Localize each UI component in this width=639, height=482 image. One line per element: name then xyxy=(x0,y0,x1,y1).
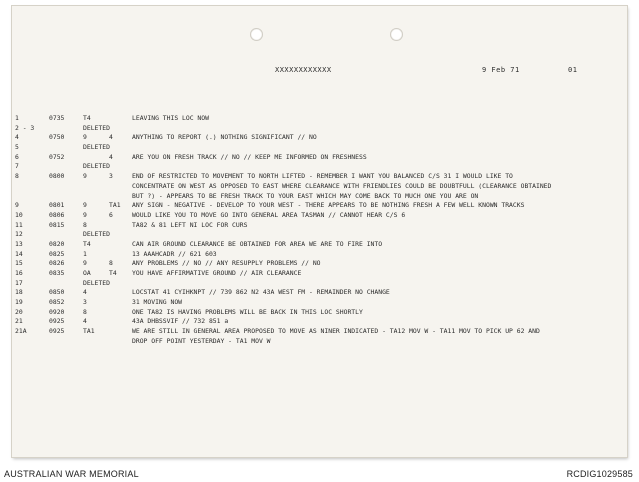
time-cell: 0825 xyxy=(49,249,65,258)
to-cell: 3 xyxy=(109,172,113,181)
log-row xyxy=(12,269,627,279)
message-text: CONCENTRATE ON WEST AS OPPOSED TO EAST WHERE CLEARANCE WITH FRIENDLIES COULD BE DOUBTFULL (CLEARANCE OBTAINED xyxy=(132,181,552,190)
record-id: RCDIG1029585 xyxy=(566,469,633,479)
message-text: YOU HAVE AFFIRMATIVE GROUND // AIR CLEARANCE xyxy=(132,269,302,277)
log-row xyxy=(12,308,627,318)
serial-number: 1 xyxy=(15,114,19,122)
time-cell: 0835 xyxy=(49,269,65,277)
from-cell: 4 xyxy=(83,317,87,326)
message-text: CAN AIR GROUND CLEARANCE BE OBTAINED FOR AREA WE ARE TO FIRE INTO xyxy=(132,239,383,248)
time-cell: 0850 xyxy=(49,288,65,297)
log-row xyxy=(12,192,627,202)
from-cell: 9 xyxy=(83,210,87,219)
time-cell: 0925 xyxy=(49,317,65,326)
log-row xyxy=(12,143,627,153)
from-cell: 8 xyxy=(83,220,87,229)
log-row xyxy=(12,133,627,143)
log-row xyxy=(12,327,627,337)
log-row xyxy=(12,114,627,124)
log-date: 9 Feb 71 xyxy=(482,66,520,74)
log-row xyxy=(12,201,627,211)
message-text: 31 MOVING NOW xyxy=(132,298,183,307)
from-cell: 9 xyxy=(83,133,87,142)
classification-mark: XXXXXXXXXXXX xyxy=(275,66,332,74)
deleted-marker: DELETED xyxy=(83,162,110,171)
serial-number: 5 xyxy=(15,143,19,152)
log-row xyxy=(12,317,627,327)
serial-number: 14 xyxy=(15,249,23,258)
punch-hole xyxy=(390,28,403,41)
serial-number: 7 xyxy=(15,162,19,171)
from-cell: 9 xyxy=(83,259,87,268)
to-cell: 6 xyxy=(109,210,113,219)
from-cell: 1 xyxy=(83,249,87,258)
serial-number: 11 xyxy=(15,220,23,229)
serial-number: 17 xyxy=(15,278,23,287)
serial-number: 20 xyxy=(15,307,23,316)
to-cell: T4 xyxy=(109,269,117,277)
serial-number: 6 xyxy=(15,152,19,161)
message-text: WOULD LIKE YOU TO MOVE GO INTO GENERAL AREA TASMAN // CANNOT HEAR C/S 6 xyxy=(132,210,406,219)
from-cell: T4 xyxy=(83,239,91,248)
time-cell: 0800 xyxy=(49,172,65,181)
log-row xyxy=(12,153,627,163)
deleted-marker: DELETED xyxy=(83,278,110,287)
deleted-marker: DELETED xyxy=(83,143,110,152)
time-cell: 0920 xyxy=(49,307,65,316)
serial-number: 2 - 3 xyxy=(15,123,35,132)
serial-number: 4 xyxy=(15,133,19,142)
serial-number: 8 xyxy=(15,172,19,181)
document-page xyxy=(12,6,627,457)
from-cell: 8 xyxy=(83,307,87,316)
message-text: BUT ?) - APPEARS TO BE FRESH TRACK TO YOUR EAST WHICH MAY COME BACK TO MUCH ONE YOU ARE ON xyxy=(132,191,479,200)
time-cell: 0806 xyxy=(49,210,65,219)
serial-number: 9 xyxy=(15,201,19,210)
to-cell: 8 xyxy=(109,259,113,268)
log-row xyxy=(12,221,627,231)
log-row xyxy=(12,124,627,134)
to-cell: TA1 xyxy=(109,201,121,210)
message-text: WE ARE STILL IN GENERAL AREA PROPOSED TO MOVE AS NINER INDICATED - TA12 MOV W - TA11 MOV TO PICK UP 62 AND xyxy=(132,327,540,336)
log-row xyxy=(12,279,627,289)
time-cell: 0925 xyxy=(49,327,65,336)
serial-number: 13 xyxy=(15,239,23,248)
from-cell: 4 xyxy=(83,288,87,297)
log-row xyxy=(12,230,627,240)
time-cell: 0750 xyxy=(49,133,65,142)
punch-hole xyxy=(250,28,263,41)
message-text: 13 AAAHCADR // 621 603 xyxy=(132,249,217,258)
message-text: 43A DHBSSVIF // 732 851 a xyxy=(132,317,229,326)
deleted-marker: DELETED xyxy=(83,123,110,132)
time-cell: 0852 xyxy=(49,298,65,307)
log-row xyxy=(12,337,627,347)
time-cell: 0815 xyxy=(49,220,65,229)
message-text: ANYTHING TO REPORT (.) NOTHING SIGNIFICANT // NO xyxy=(132,133,317,142)
message-text: ANY SIGN - NEGATIVE - DEVELOP TO YOUR WEST - THERE APPEARS TO BE NOTHING FRESH A FEW WELL KNOWN TRACKS xyxy=(132,201,525,210)
time-cell: 0752 xyxy=(49,152,65,161)
from-cell: T4 xyxy=(83,114,91,122)
serial-number: 18 xyxy=(15,288,23,297)
time-cell: 0820 xyxy=(49,239,65,248)
from-cell: TA1 xyxy=(83,327,95,336)
serial-number: 10 xyxy=(15,210,23,219)
to-cell: 4 xyxy=(109,133,113,142)
message-text: LEAVING THIS LOC NOW xyxy=(132,114,209,122)
page-number: 01 xyxy=(568,66,578,74)
message-text: ANY PROBLEMS // NO // ANY RESUPPLY PROBLEMS // NO xyxy=(132,259,321,268)
message-text: TA82 & 81 LEFT NI LOC FOR CURS xyxy=(132,220,248,229)
log-row xyxy=(12,162,627,172)
message-text: ONE TA82 IS HAVING PROBLEMS WILL BE BACK IN THIS LOC SHORTLY xyxy=(132,307,363,316)
message-text: ARE YOU ON FRESH TRACK // NO // KEEP ME INFORMED ON FRESHNESS xyxy=(132,152,367,161)
time-cell: 0826 xyxy=(49,259,65,268)
log-row xyxy=(12,298,627,308)
log-table xyxy=(12,114,627,347)
log-row xyxy=(12,211,627,221)
serial-number: 19 xyxy=(15,298,23,307)
serial-number: 21 xyxy=(15,317,23,326)
time-cell: 0735 xyxy=(49,114,65,122)
serial-number: 21A xyxy=(15,327,27,336)
message-text: END OF RESTRICTED TO MOVEMENT TO NORTH LIFTED - REMEMBER I WANT YOU BALANCED C/S 31 I WOULD LIKE TO xyxy=(132,172,513,181)
from-cell: 9 xyxy=(83,172,87,181)
time-cell: 0801 xyxy=(49,201,65,210)
log-row xyxy=(12,250,627,260)
log-row xyxy=(12,240,627,250)
log-row xyxy=(12,182,627,192)
from-cell: 9 xyxy=(83,201,87,210)
from-cell: OA xyxy=(83,269,91,277)
institution-label: AUSTRALIAN WAR MEMORIAL xyxy=(4,469,139,479)
to-cell: 4 xyxy=(109,152,113,161)
log-row xyxy=(12,172,627,182)
log-row xyxy=(12,288,627,298)
serial-number: 15 xyxy=(15,259,23,268)
serial-number: 16 xyxy=(15,269,23,277)
log-row xyxy=(12,259,627,269)
from-cell: 3 xyxy=(83,298,87,307)
serial-number: 12 xyxy=(15,230,23,239)
message-text: LOCSTAT 41 CYIHKNPT // 739 862 N2 43A WEST FM - REMAINDER NO CHANGE xyxy=(132,288,390,297)
deleted-marker: DELETED xyxy=(83,230,110,239)
message-text: DROP OFF POINT YESTERDAY - TA1 MOV W xyxy=(132,336,271,345)
